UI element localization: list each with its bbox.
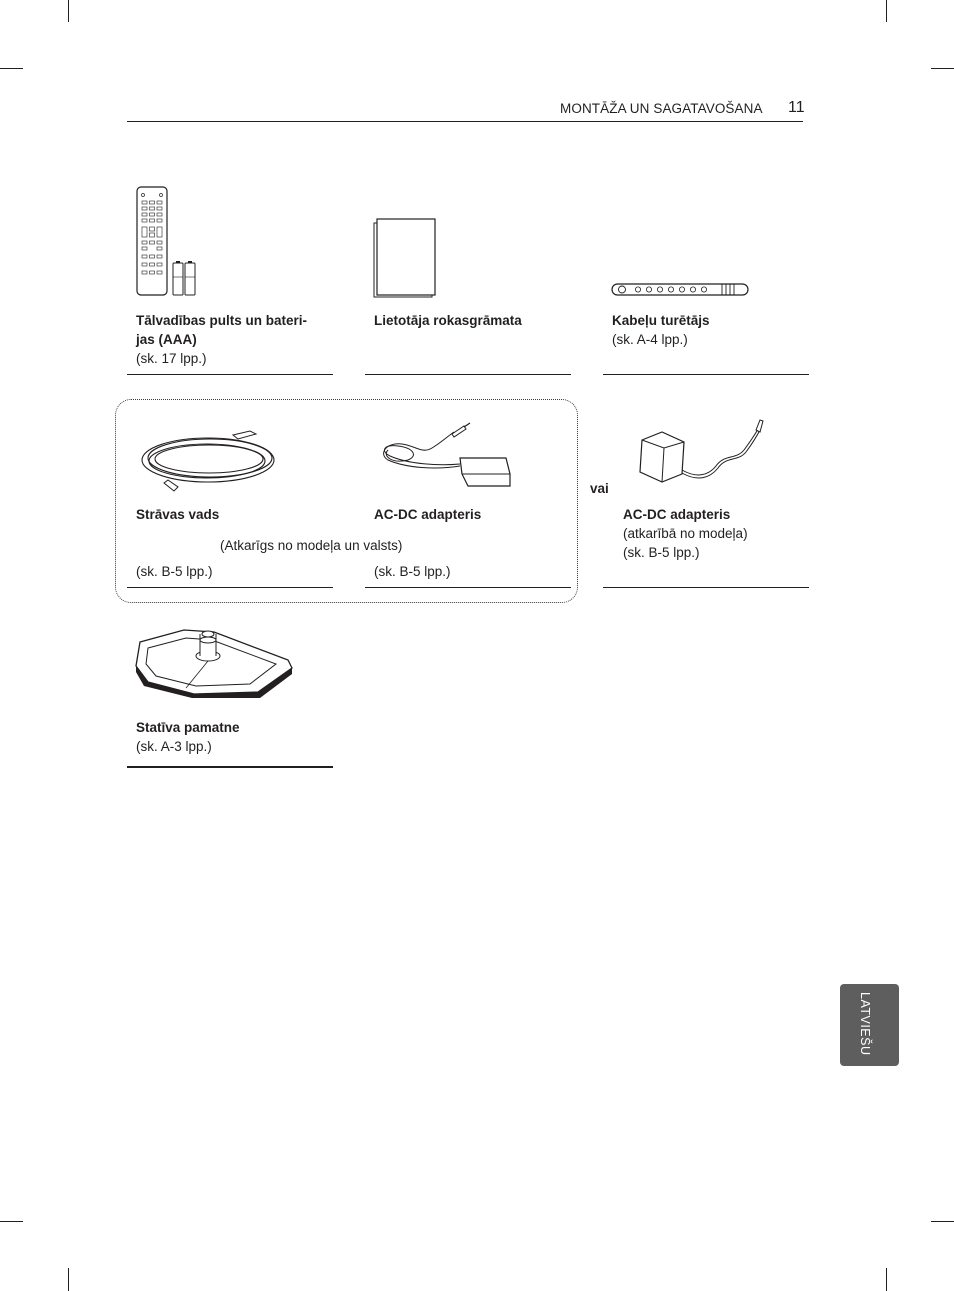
remote-rule [127, 374, 333, 375]
or-label: vai [590, 481, 609, 496]
adapter1-ref: (sk. B-5 lpp.) [374, 564, 451, 579]
wall-adapter-illustration [636, 418, 768, 490]
adapter1-title: AC-DC adapteris [374, 507, 482, 522]
power-cord-rule [127, 587, 333, 588]
header-rule [127, 121, 803, 122]
remote-title-line2: jas (AAA) [136, 332, 197, 347]
power-cord-title: Strāvas vads [136, 507, 220, 522]
stand-base-illustration [134, 626, 296, 698]
adapter1-rule [365, 587, 571, 588]
adapter2-note: (atkarībā no modeļa) [623, 526, 748, 541]
crop-mark [68, 0, 69, 22]
manual-illustration [372, 217, 438, 299]
stand-base-title: Statīva pamatne [136, 720, 240, 735]
manual-rule [365, 374, 571, 375]
remote-title-line1: Tālvadības pults un bateri- [136, 313, 308, 328]
cable-holder-rule [603, 374, 809, 375]
language-tab-label: LATVIEŠU [858, 992, 872, 1056]
stand-base-rule [127, 766, 333, 768]
page-number: 11 [788, 99, 805, 116]
crop-mark [886, 1268, 887, 1291]
adapter2-title: AC-DC adapteris [623, 507, 731, 522]
adapter2-ref: (sk. B-5 lpp.) [623, 545, 700, 560]
manual-title: Lietotāja rokasgrāmata [374, 313, 522, 328]
ac-dc-adapter-illustration [378, 416, 518, 496]
group-note: (Atkarīgs no modeļa un valsts) [220, 538, 403, 553]
adapter2-rule [603, 587, 809, 588]
stand-base-ref: (sk. A-3 lpp.) [136, 739, 212, 754]
crop-mark [886, 0, 887, 22]
remote-ref: (sk. 17 lpp.) [136, 351, 207, 366]
remote-with-batteries-illustration [133, 185, 203, 300]
power-cord-ref: (sk. B-5 lpp.) [136, 564, 213, 579]
crop-mark [931, 1221, 954, 1222]
cable-holder-title: Kabeļu turētājs [612, 313, 710, 328]
section-title: MONTĀŽA UN SAGATAVOŠANA [560, 101, 763, 116]
crop-mark [931, 68, 954, 69]
crop-mark [0, 1221, 23, 1222]
power-cord-illustration [138, 425, 283, 495]
crop-mark [0, 68, 23, 69]
cable-holder-illustration [610, 281, 752, 299]
language-tab [840, 984, 899, 1066]
crop-mark [68, 1268, 69, 1291]
cable-holder-ref: (sk. A-4 lpp.) [612, 332, 688, 347]
